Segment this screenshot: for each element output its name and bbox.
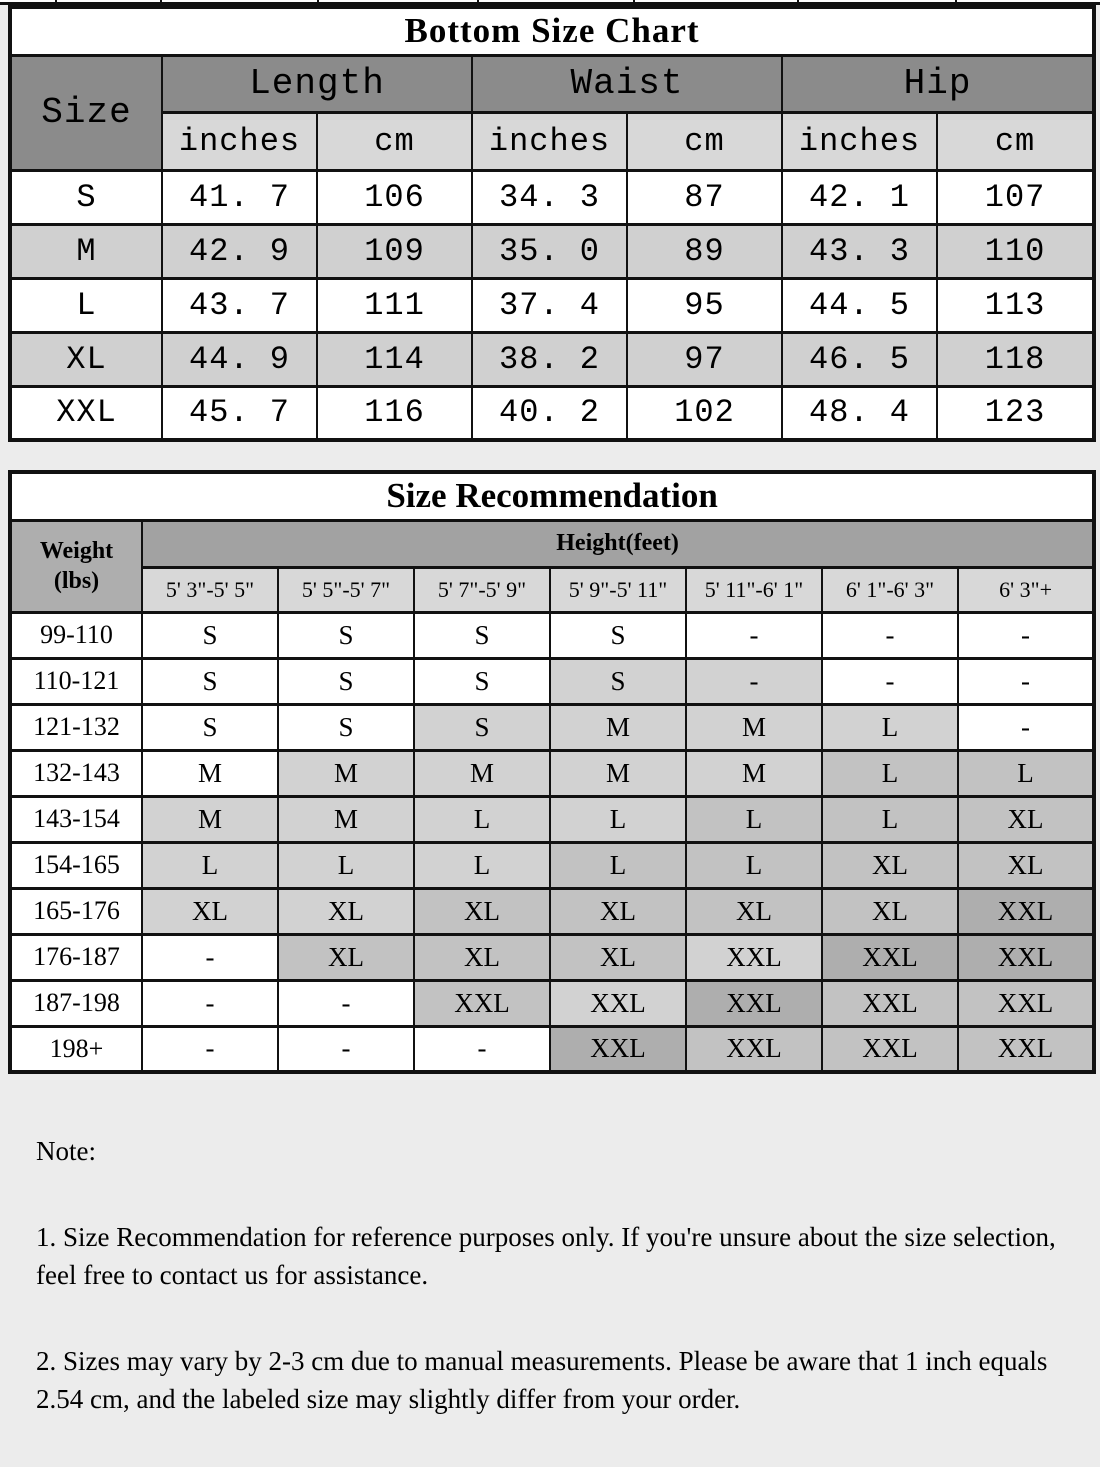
recommended-size-cell: S: [414, 658, 550, 704]
recommended-size-cell: L: [550, 796, 686, 842]
recommendation-row: [10, 704, 1094, 750]
measurement-cell: 102: [627, 386, 782, 440]
recommended-size-cell: S: [550, 658, 686, 704]
height-range-header: 5' 3"-5' 5": [142, 567, 278, 612]
size-column-header: Size: [10, 55, 162, 170]
measurement-cell: 44. 9: [162, 332, 317, 386]
measurement-cell: 42. 1: [782, 170, 937, 224]
weight-range-label: 187-198: [10, 980, 142, 1026]
recommended-size-cell: L: [414, 796, 550, 842]
recommendation-row: [10, 980, 1094, 1026]
recommended-size-cell: -: [278, 1026, 414, 1072]
recommended-size-cell: XL: [686, 888, 822, 934]
notes-section: [36, 1132, 1072, 1418]
recommended-size-cell: L: [822, 796, 958, 842]
recommended-size-cell: XL: [958, 796, 1094, 842]
measurement-cell: 40. 2: [472, 386, 627, 440]
recommended-size-cell: -: [958, 612, 1094, 658]
weight-range-label: 132-143: [10, 750, 142, 796]
measurement-cell: 110: [937, 224, 1094, 278]
size-recommendation-table: [8, 470, 1096, 1074]
size-label: S: [10, 170, 162, 224]
recommended-size-cell: M: [278, 796, 414, 842]
recommended-size-cell: XL: [550, 888, 686, 934]
weight-range-label: 198+: [10, 1026, 142, 1072]
recommended-size-cell: XXL: [958, 934, 1094, 980]
recommendation-row: [10, 888, 1094, 934]
recommended-size-cell: -: [142, 934, 278, 980]
recommended-size-cell: -: [414, 1026, 550, 1072]
group-header-hip: Hip: [782, 55, 1094, 112]
notes-heading: Note:: [36, 1136, 96, 1166]
recommended-size-cell: XL: [550, 934, 686, 980]
recommendation-row: [10, 1026, 1094, 1072]
recommended-size-cell: XL: [822, 842, 958, 888]
recommended-size-cell: XXL: [686, 934, 822, 980]
cropped-table-remnant: [0, 0, 1100, 5]
recommended-size-cell: -: [822, 612, 958, 658]
recommended-size-cell: XXL: [686, 1026, 822, 1072]
recommended-size-cell: M: [686, 750, 822, 796]
measurement-cell: 123: [937, 386, 1094, 440]
measurement-cell: 107: [937, 170, 1094, 224]
measurement-cell: 116: [317, 386, 472, 440]
unit-header: inches: [162, 112, 317, 170]
recommended-size-cell: -: [958, 704, 1094, 750]
recommended-size-cell: XL: [414, 888, 550, 934]
height-range-header: 6' 1"-6' 3": [822, 567, 958, 612]
weight-range-label: 99-110: [10, 612, 142, 658]
recommended-size-cell: L: [686, 842, 822, 888]
recommended-size-cell: M: [414, 750, 550, 796]
recommended-size-cell: L: [278, 842, 414, 888]
measurement-cell: 37. 4: [472, 278, 627, 332]
recommended-size-cell: S: [142, 704, 278, 750]
recommendation-row: [10, 612, 1094, 658]
recommended-size-cell: M: [142, 750, 278, 796]
recommended-size-cell: L: [142, 842, 278, 888]
recommendation-row: [10, 796, 1094, 842]
size-row: [10, 332, 1094, 386]
recommended-size-cell: -: [142, 980, 278, 1026]
measurement-cell: 111: [317, 278, 472, 332]
recommended-size-cell: XL: [414, 934, 550, 980]
group-header-waist: Waist: [472, 55, 782, 112]
weight-range-label: 110-121: [10, 658, 142, 704]
recommended-size-cell: M: [278, 750, 414, 796]
weight-range-label: 165-176: [10, 888, 142, 934]
measurement-cell: 97: [627, 332, 782, 386]
recommendation-row: [10, 658, 1094, 704]
unit-header: cm: [627, 112, 782, 170]
measurement-cell: 41. 7: [162, 170, 317, 224]
recommended-size-cell: XL: [142, 888, 278, 934]
recommended-size-cell: S: [278, 704, 414, 750]
size-row: [10, 386, 1094, 440]
recommended-size-cell: -: [958, 658, 1094, 704]
recommended-size-cell: L: [958, 750, 1094, 796]
measurement-cell: 44. 5: [782, 278, 937, 332]
weight-range-label: 121-132: [10, 704, 142, 750]
weight-range-label: 143-154: [10, 796, 142, 842]
recommended-size-cell: XXL: [958, 888, 1094, 934]
measurement-cell: 113: [937, 278, 1094, 332]
size-label: M: [10, 224, 162, 278]
size-row: [10, 224, 1094, 278]
bottom-size-chart-table: [8, 5, 1096, 442]
recommendation-row: [10, 750, 1094, 796]
recommended-size-cell: XXL: [686, 980, 822, 1026]
height-range-header: 5' 11"-6' 1": [686, 567, 822, 612]
measurement-cell: 87: [627, 170, 782, 224]
measurement-cell: 43. 3: [782, 224, 937, 278]
measurement-cell: 35. 0: [472, 224, 627, 278]
recommended-size-cell: XL: [822, 888, 958, 934]
recommended-size-cell: XXL: [550, 980, 686, 1026]
recommended-size-cell: M: [550, 704, 686, 750]
note-item-2: 2. Sizes may vary by 2-3 cm due to manual measurements. Please be aware that 1 inch equals 2.54 cm, and the labeled size may slightly differ from your order.: [36, 1346, 1048, 1414]
measurement-cell: 42. 9: [162, 224, 317, 278]
recommended-size-cell: S: [142, 612, 278, 658]
height-range-header: 5' 5"-5' 7": [278, 567, 414, 612]
recommended-size-cell: XXL: [958, 980, 1094, 1026]
measurement-cell: 34. 3: [472, 170, 627, 224]
size-row: [10, 278, 1094, 332]
recommendation-title: Size Recommendation: [10, 472, 1094, 520]
unit-header: inches: [782, 112, 937, 170]
recommended-size-cell: -: [278, 980, 414, 1026]
recommended-size-cell: L: [414, 842, 550, 888]
height-range-header: 5' 9"-5' 11": [550, 567, 686, 612]
size-label: XXL: [10, 386, 162, 440]
recommended-size-cell: XXL: [550, 1026, 686, 1072]
recommended-size-cell: M: [142, 796, 278, 842]
recommended-size-cell: S: [278, 658, 414, 704]
unit-header: cm: [937, 112, 1094, 170]
recommended-size-cell: L: [550, 842, 686, 888]
recommended-size-cell: L: [822, 750, 958, 796]
measurement-cell: 109: [317, 224, 472, 278]
weight-column-header: [10, 520, 142, 612]
measurement-cell: 48. 4: [782, 386, 937, 440]
measurement-cell: 95: [627, 278, 782, 332]
note-item-1: 1. Size Recommendation for reference purposes only. If you're unsure about the size selection, feel free to contact us for assistance.: [36, 1222, 1056, 1290]
measurement-cell: 38. 2: [472, 332, 627, 386]
recommended-size-cell: XXL: [822, 980, 958, 1026]
recommended-size-cell: XXL: [958, 1026, 1094, 1072]
recommended-size-cell: M: [686, 704, 822, 750]
recommended-size-cell: XXL: [822, 1026, 958, 1072]
measurement-cell: 43. 7: [162, 278, 317, 332]
unit-header: inches: [472, 112, 627, 170]
recommended-size-cell: XL: [958, 842, 1094, 888]
unit-header: cm: [317, 112, 472, 170]
recommended-size-cell: L: [822, 704, 958, 750]
measurement-cell: 89: [627, 224, 782, 278]
recommended-size-cell: S: [414, 612, 550, 658]
recommended-size-cell: XXL: [822, 934, 958, 980]
size-row: [10, 170, 1094, 224]
recommended-size-cell: S: [550, 612, 686, 658]
measurement-cell: 118: [937, 332, 1094, 386]
recommended-size-cell: -: [142, 1026, 278, 1072]
height-range-header: 6' 3"+: [958, 567, 1094, 612]
recommended-size-cell: L: [686, 796, 822, 842]
recommended-size-cell: -: [822, 658, 958, 704]
recommendation-row: [10, 934, 1094, 980]
measurement-cell: 114: [317, 332, 472, 386]
recommendation-row: [10, 842, 1094, 888]
recommended-size-cell: M: [550, 750, 686, 796]
height-group-header: Height(feet): [142, 520, 1094, 567]
recommended-size-cell: -: [686, 658, 822, 704]
recommended-size-cell: S: [278, 612, 414, 658]
group-header-length: Length: [162, 55, 472, 112]
weight-header-line2: (lbs): [53, 568, 100, 594]
recommended-size-cell: S: [414, 704, 550, 750]
recommended-size-cell: XL: [278, 934, 414, 980]
weight-header-line1: Weight: [39, 538, 114, 564]
recommended-size-cell: XL: [278, 888, 414, 934]
weight-range-label: 154-165: [10, 842, 142, 888]
weight-range-label: 176-187: [10, 934, 142, 980]
recommended-size-cell: -: [686, 612, 822, 658]
measurement-cell: 45. 7: [162, 386, 317, 440]
size-chart-title: Bottom Size Chart: [10, 7, 1094, 55]
size-label: L: [10, 278, 162, 332]
recommended-size-cell: XXL: [414, 980, 550, 1026]
height-range-header: 5' 7"-5' 9": [414, 567, 550, 612]
measurement-cell: 106: [317, 170, 472, 224]
recommended-size-cell: S: [142, 658, 278, 704]
measurement-cell: 46. 5: [782, 332, 937, 386]
size-label: XL: [10, 332, 162, 386]
